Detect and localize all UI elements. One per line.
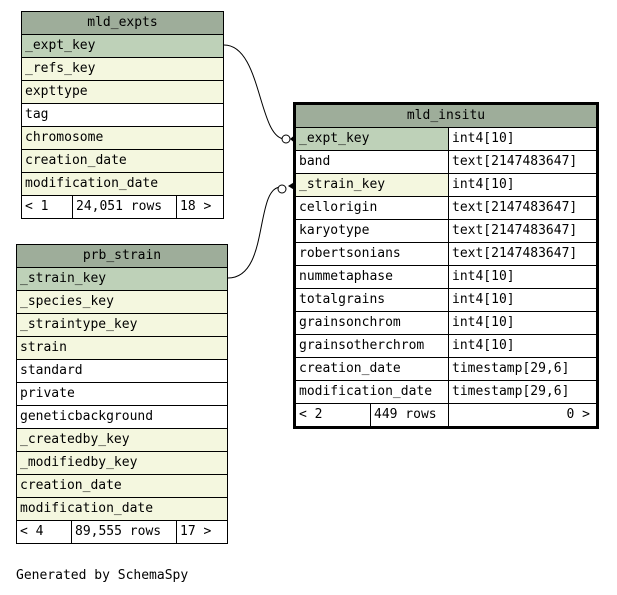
row-count: 89,555 rows <box>71 521 176 543</box>
column-type: int4[10] <box>448 335 596 357</box>
column-name: _modifiedby_key <box>20 455 138 470</box>
column-name: _expt_key <box>296 128 448 150</box>
relationship-strain-to-insitu-end <box>278 185 286 193</box>
column-type: text[2147483647] <box>448 197 596 219</box>
column-name: creation_date <box>20 478 122 493</box>
column-name: karyotype <box>299 223 370 238</box>
column-row[interactable] <box>17 452 227 475</box>
children-link[interactable]: 0 > <box>448 404 596 426</box>
column-row[interactable] <box>296 312 596 335</box>
column-row[interactable] <box>17 383 227 406</box>
column-row[interactable] <box>296 197 596 220</box>
column-name: nummetaphase <box>299 269 393 284</box>
column-name: cellorigin <box>299 200 378 215</box>
column-row[interactable] <box>22 127 223 150</box>
column-name: modification_date <box>299 384 433 399</box>
table-mld-insitu[interactable] <box>293 102 599 429</box>
column-type: int4[10] <box>448 174 596 196</box>
column-row[interactable] <box>296 335 596 358</box>
column-name: standard <box>20 363 83 378</box>
relationship-strain-to-insitu <box>228 187 281 278</box>
column-name: strain <box>20 340 67 355</box>
column-row[interactable] <box>17 291 227 314</box>
column-type: int4[10] <box>448 128 596 150</box>
table-footer <box>296 404 596 426</box>
column-name: creation_date <box>299 361 401 376</box>
column-row[interactable] <box>296 128 596 151</box>
column-type: text[2147483647] <box>448 151 596 173</box>
column-name: _species_key <box>20 294 114 309</box>
column-type: int4[10] <box>448 312 596 334</box>
column-row[interactable] <box>296 220 596 243</box>
row-count: 24,051 rows <box>72 196 176 218</box>
column-name: _refs_key <box>25 61 96 76</box>
column-row[interactable] <box>22 58 223 81</box>
column-row[interactable] <box>17 360 227 383</box>
column-row[interactable] <box>17 429 227 452</box>
column-name: tag <box>25 107 49 122</box>
column-name: chromosome <box>25 130 104 145</box>
children-link[interactable]: 18 > <box>176 196 223 218</box>
column-type: timestamp[29,6] <box>448 381 596 403</box>
column-name: private <box>20 386 75 401</box>
column-name: _createdby_key <box>20 432 130 447</box>
relationship-expts-to-insitu-end <box>282 135 290 143</box>
column-row[interactable] <box>17 314 227 337</box>
column-row[interactable] <box>17 406 227 429</box>
row-count: 449 rows <box>370 404 448 426</box>
generated-by-credit: Generated by SchemaSpy <box>16 568 189 583</box>
column-type: text[2147483647] <box>448 243 596 265</box>
column-row[interactable] <box>296 151 596 174</box>
column-name: band <box>299 154 331 169</box>
column-name: _strain_key <box>296 174 448 196</box>
column-row[interactable] <box>22 35 223 58</box>
column-row[interactable] <box>296 266 596 289</box>
column-row[interactable] <box>22 173 223 196</box>
column-name: expttype <box>25 84 88 99</box>
column-name: modification_date <box>25 176 159 191</box>
column-row[interactable] <box>17 475 227 498</box>
column-name: geneticbackground <box>20 409 154 424</box>
table-footer <box>17 521 227 543</box>
column-row[interactable] <box>22 150 223 173</box>
column-row[interactable] <box>22 81 223 104</box>
column-name: modification_date <box>20 501 154 516</box>
table-footer <box>22 196 223 218</box>
table-prb-strain[interactable] <box>16 244 228 544</box>
table-mld-expts[interactable] <box>21 11 224 219</box>
column-name: _strain_key <box>20 271 107 286</box>
column-row[interactable] <box>296 174 596 197</box>
column-row[interactable] <box>296 243 596 266</box>
column-name: robertsonians <box>299 246 401 261</box>
column-row[interactable] <box>296 358 596 381</box>
table-title: prb_strain <box>17 245 227 268</box>
column-row[interactable] <box>22 104 223 127</box>
children-link[interactable]: 17 > <box>176 521 227 543</box>
parents-link[interactable]: < 4 <box>17 521 71 543</box>
column-type: timestamp[29,6] <box>448 358 596 380</box>
column-row[interactable] <box>296 381 596 404</box>
parents-link[interactable]: < 1 <box>22 196 72 218</box>
column-type: int4[10] <box>448 266 596 288</box>
parents-link[interactable]: < 2 <box>296 404 370 426</box>
column-name: _expt_key <box>25 38 96 53</box>
column-row[interactable] <box>296 289 596 312</box>
table-title: mld_expts <box>22 12 223 35</box>
column-type: int4[10] <box>448 289 596 311</box>
column-name: grainsonchrom <box>299 315 401 330</box>
column-name: creation_date <box>25 153 127 168</box>
column-name: grainsotherchrom <box>299 338 425 353</box>
column-name: totalgrains <box>299 292 386 307</box>
column-type: text[2147483647] <box>448 220 596 242</box>
relationship-expts-to-insitu <box>224 45 285 139</box>
column-name: _straintype_key <box>20 317 138 332</box>
column-row[interactable] <box>17 498 227 521</box>
table-title: mld_insitu <box>296 105 596 128</box>
column-row[interactable] <box>17 268 227 291</box>
column-row[interactable] <box>17 337 227 360</box>
